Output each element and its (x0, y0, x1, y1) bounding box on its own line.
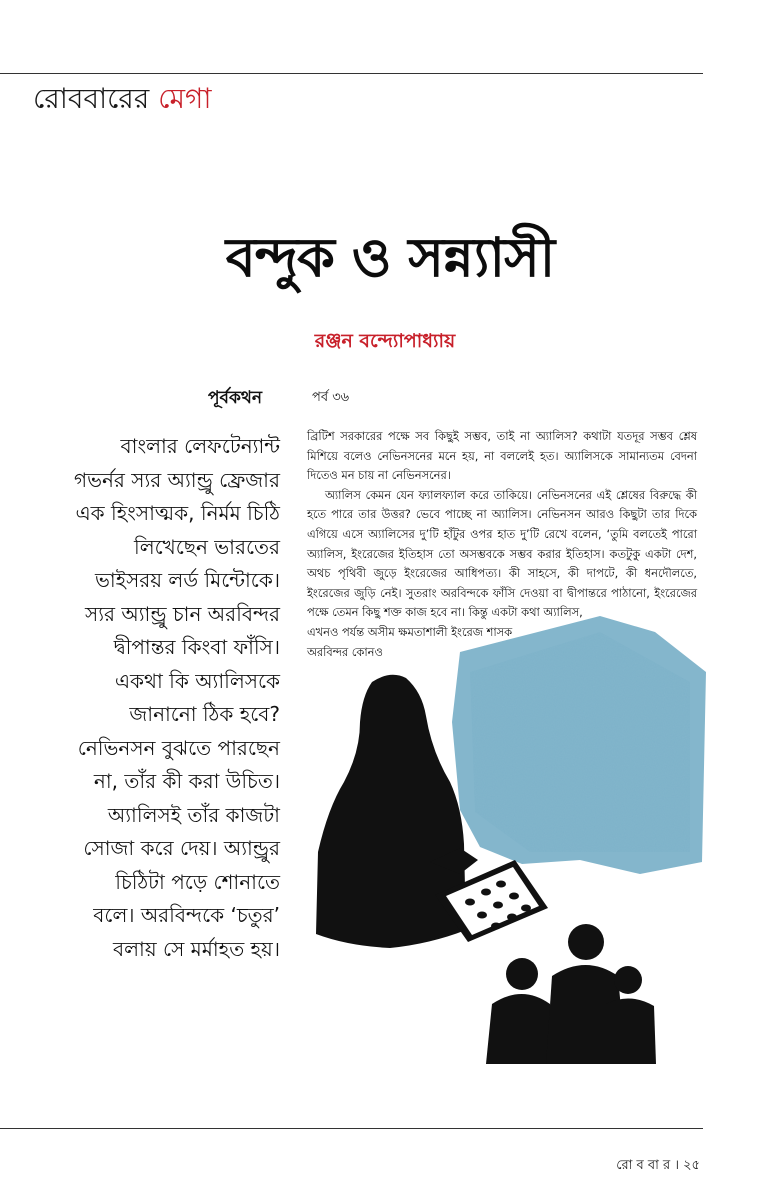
body-paragraph-2: অ্যালিস কেমন যেন ফ্যালফ্যাল করে তাকিয়ে। নেভিনসনের এই শ্লেষের বিরুদ্ধে কী হতে পারে তার উত্তর? ভেবে পাচ্ছে না অ্যালিস। নেভিনসন আরও কিছুটা তার দিকে এগিয়ে এসে অ্যালিসের দু’টি হাঁটুর ওপর হাত দু’টি রেখে বলেন, ‘তুমি বলতেই পারো অ্যালিস, ইংরেজের ইতিহাস তো অসম্ভবকে সম্ভব করার ইতিহাস। কতটুকু একটা দেশ, অথচ পৃথিবী জুড়ে ইংরেজের আধিপত্য। কী সাহসে, কী দাপটে, কী ধনদৌলতে, ইংরেজের জুড়ি নেই। সুতরাং অরবিন্দকে ফাঁসি দেওয়া বা দ্বীপান্তরে পাঠানো, ইংরেজের পক্ষে তেমন কিছু শক্ত কাজ হবে না। কিন্তু একটা কথা অ্যালিস, (307, 487, 697, 620)
intro-line: জানানো ঠিক হবে? (129, 702, 280, 726)
bottom-rule (0, 1128, 703, 1129)
seated-figures-group (486, 924, 656, 1064)
intro-line: একথা কি অ্যালিসকে (114, 668, 280, 693)
intro-line: অ্যালিসই তাঁর কাজটা (107, 802, 280, 827)
body-paragraph-tail: এখনও পর্যন্ত অসীম ক্ষমতাশালী ইংরেজ শাসক অরবিন্দর কোনও (307, 624, 513, 659)
intro-line: লিখেছেন ভারতের (134, 534, 280, 559)
section-header (33, 80, 212, 118)
page-folio: রো ব বা র । ২৫ (616, 1158, 700, 1173)
intro-line: বলে। অরবিন্দকে ‘চতুর’ (93, 903, 280, 927)
episode-number: পর্ব ৩৬ (312, 390, 350, 405)
intro-line: নেভিনসন বুঝতে পারছেন (77, 735, 280, 760)
section-word-1: রোববারের (33, 82, 150, 115)
body-paragraph-1: ব্রিটিশ সরকারের পক্ষে সব কিছুই সম্ভব, তাই না অ্যালিস? কথাটা যতদূর সম্ভব শ্লেষ মিশিয়ে বলেও নেভিনসনের মনে হয়, না বললেই হত। অ্যালিসকে সামান্যতম বেদনা দিতেও মন চায় না নেভিনসনের। (307, 429, 697, 483)
intro-line: দ্বীপান্তর কিংবা ফাঁসি। (113, 635, 280, 659)
section-word-2: মেগা (158, 82, 212, 115)
intro-line: বাংলার লেফটেন্যান্ট (120, 434, 280, 458)
intro-label: পূর্বকথন (208, 388, 263, 408)
blue-wash-texture (470, 632, 690, 852)
intro-line: ভাইসরয় লর্ড মিন্টোকে। (94, 568, 280, 592)
intro-line: সোজা করে দেয়। অ্যান্ড্রুর (83, 836, 280, 860)
intro-line: গভর্নর স্যর অ্যান্ড্রু ফ্রেজার (73, 467, 280, 492)
intro-line: চিঠিটা পড়ে শোনাতে (115, 869, 280, 894)
intro-line: বলায় সে মর্মাহত হয়। (113, 936, 280, 961)
author-name: রঞ্জন বন্দ্যোপাধ্যায় (314, 330, 456, 352)
intro-summary (40, 430, 280, 966)
intro-line: না, তাঁর কী করা উচিত। (93, 769, 280, 793)
story-title: বন্দুক ও সন্ন্যাসী (225, 225, 555, 289)
intro-line: স্যর অ্যান্ড্রু চান অরবিন্দর (85, 601, 280, 626)
illustration (310, 612, 710, 1072)
intro-line: এক হিংসাত্মক, নির্মম চিঠি (75, 501, 280, 525)
top-rule (0, 73, 703, 74)
